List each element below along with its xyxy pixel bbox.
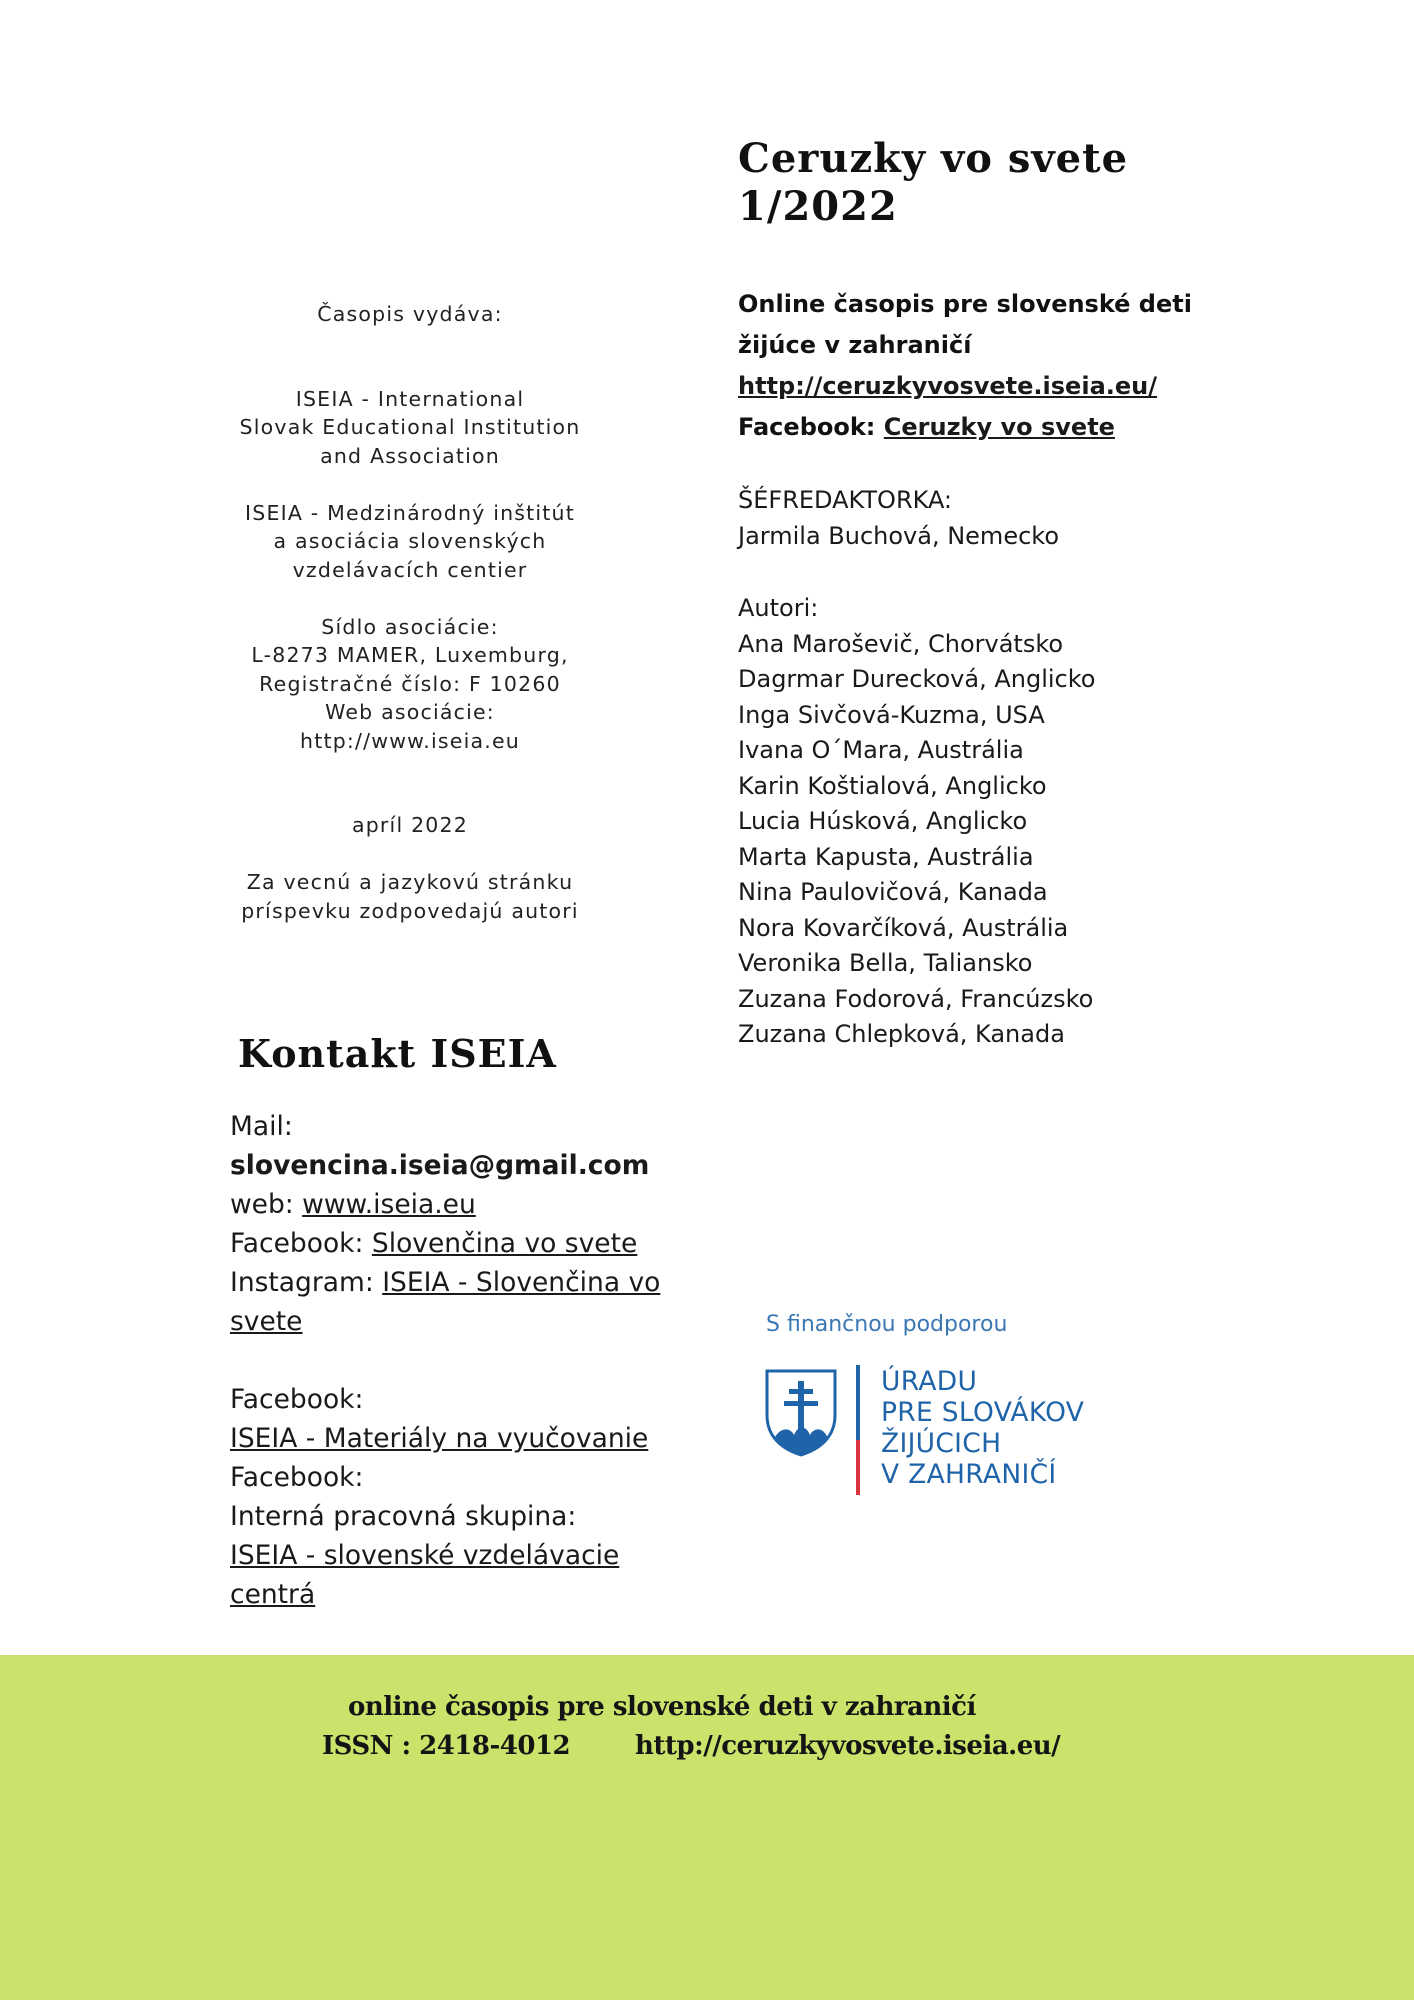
- footer-url[interactable]: http://ceruzkyvosvete.iseia.eu/: [635, 1731, 1061, 1761]
- mail-address[interactable]: slovencina.iseia@gmail.com: [230, 1150, 650, 1181]
- sponsor-name-line: ÚRADU: [881, 1366, 978, 1397]
- instagram-link-cont[interactable]: svete: [230, 1306, 303, 1337]
- slovak-coat-of-arms-icon: [764, 1365, 874, 1497]
- publisher-heading: Časopis vydáva:: [317, 302, 503, 326]
- sponsor-name: [881, 1366, 1084, 1490]
- contact-block: [230, 1107, 680, 1614]
- magazine-url-link[interactable]: http://ceruzkyvosvete.iseia.eu/: [738, 372, 1158, 400]
- sponsor-caption: S finančnou podporou: [766, 1312, 1008, 1337]
- authors-heading: Autori:: [738, 594, 819, 622]
- subtitle-line2: žijúce v zahraničí: [738, 331, 972, 359]
- author-item: Ivana O´Mara, Austrália: [738, 736, 1024, 764]
- facebook-label: Facebook:: [230, 1228, 364, 1259]
- facebook-magazine-link[interactable]: Ceruzky vo svete: [883, 413, 1115, 441]
- author-item: Dagrmar Durecková, Anglicko: [738, 665, 1096, 693]
- author-item: Lucia Húsková, Anglicko: [738, 807, 1028, 835]
- author-item: Marta Kapusta, Austrália: [738, 842, 1034, 871]
- facebook-label: Facebook:: [738, 413, 876, 441]
- author-item: Inga Sivčová-Kuzma, USA: [738, 700, 1045, 729]
- editor-heading: ŠÉFREDAKTORKA:: [738, 486, 953, 514]
- publisher-name-en: Slovak Educational Institution: [239, 415, 581, 439]
- magazine-title-line1: Ceruzky vo svete: [738, 135, 1129, 182]
- author-item: Nina Paulovičová, Kanada: [738, 878, 1048, 906]
- author-item: Karin Koštialová, Anglicko: [738, 771, 1047, 800]
- author-item: Veronika Bella, Taliansko: [738, 949, 1033, 977]
- association-web: http://www.iseia.eu: [300, 728, 520, 753]
- sponsor-name-line: ŽIJÚCICH: [881, 1428, 1002, 1459]
- editor-block: [738, 483, 1298, 554]
- subtitle-line1: Online časopis pre slovenské deti: [738, 290, 1192, 318]
- sponsor-name-line: V ZAHRANIČÍ: [881, 1459, 1057, 1490]
- issue-date: apríl 2022: [351, 813, 469, 837]
- seat-address: L-8273 MAMER, Luxemburg,: [251, 643, 569, 667]
- publisher-name-sk: a asociácia slovenských: [273, 529, 547, 553]
- author-item: Nora Kovarčíková, Austrália: [738, 913, 1069, 942]
- web-heading: Web asociácie:: [325, 700, 495, 724]
- authors-block: [738, 591, 1298, 1053]
- magazine-issue: 1/2022: [738, 183, 898, 230]
- author-item: Ana Maroševič, Chorvátsko: [738, 629, 1064, 658]
- group-link-cont[interactable]: centrá: [230, 1579, 316, 1610]
- author-item: Zuzana Fodorová, Francúzsko: [738, 984, 1094, 1013]
- magazine-info: [738, 284, 1258, 448]
- group-link[interactable]: ISEIA - slovenské vzdelávacie: [230, 1540, 620, 1571]
- instagram-link[interactable]: ISEIA - Slovenčina vo: [382, 1267, 661, 1298]
- mail-label: Mail:: [230, 1111, 293, 1142]
- publisher-block: [200, 300, 620, 925]
- facebook-slovencina-link[interactable]: Slovenčina vo svete: [371, 1228, 638, 1259]
- magazine-title: [738, 135, 1298, 231]
- publisher-name-en: ISEIA - International: [295, 386, 525, 411]
- disclaimer: Za vecnú a jazykovú stránku: [246, 870, 574, 894]
- contact-title: Kontakt ISEIA: [238, 1031, 557, 1076]
- publisher-name-en: and Association: [320, 443, 500, 468]
- group-label: Interná pracovná skupina:: [230, 1501, 577, 1532]
- instagram-label: Instagram:: [230, 1267, 374, 1298]
- seat-heading: Sídlo asociácie:: [321, 614, 499, 639]
- web-link[interactable]: www.iseia.eu: [302, 1189, 476, 1220]
- facebook-materials-link[interactable]: ISEIA - Materiály na vyučovanie: [230, 1423, 649, 1454]
- sponsor-name-line: PRE SLOVÁKOV: [881, 1397, 1085, 1428]
- facebook-label: Facebook:: [230, 1462, 364, 1493]
- facebook-label: Facebook:: [230, 1384, 364, 1415]
- publisher-name-sk: vzdelávacích centier: [292, 557, 528, 582]
- author-item: Zuzana Chlepková, Kanada: [738, 1020, 1065, 1048]
- footer-tagline: online časopis pre slovenské deti v zahraničí: [348, 1692, 976, 1722]
- registration-number: Registračné číslo: F 10260: [259, 671, 561, 696]
- publisher-name-sk: ISEIA - Medzinárodný inštitút: [245, 500, 575, 525]
- disclaimer: príspevku zodpovedajú autori: [241, 898, 579, 923]
- web-label: web:: [230, 1189, 294, 1220]
- footer-issn: ISSN : 2418-4012: [322, 1731, 571, 1761]
- editor-name: Jarmila Buchová, Nemecko: [738, 521, 1059, 550]
